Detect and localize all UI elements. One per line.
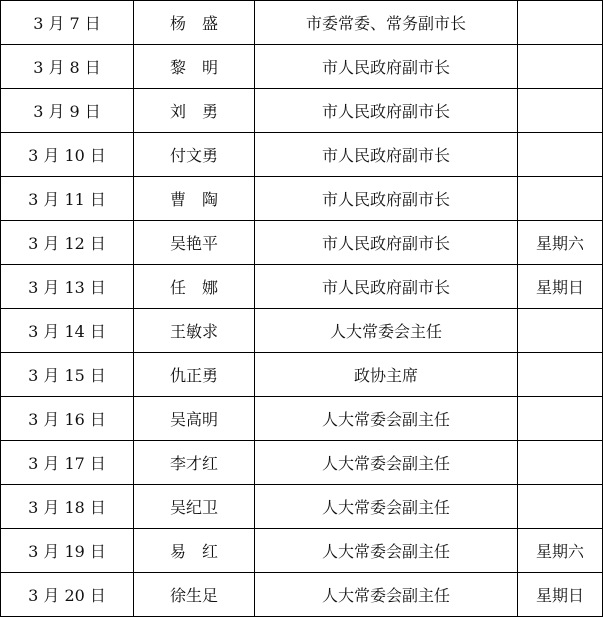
title-cell: 人大常委会副主任	[255, 397, 518, 441]
date-cell: 3 月 18 日	[1, 485, 134, 529]
weekday-cell	[518, 1, 603, 45]
title-cell: 市人民政府副市长	[255, 89, 518, 133]
table-row	[1, 441, 603, 485]
name-cell: 王敏求	[134, 309, 255, 353]
date-cell: 3 月 20 日	[1, 573, 134, 617]
weekday-cell	[518, 353, 603, 397]
date-cell: 3 月 10 日	[1, 133, 134, 177]
title-cell: 市委常委、常务副市长	[255, 1, 518, 45]
title-cell: 政协主席	[255, 353, 518, 397]
name-cell: 徐生足	[134, 573, 255, 617]
table-row	[1, 133, 603, 177]
name-cell: 黎 明	[134, 45, 255, 89]
date-cell: 3 月 13 日	[1, 265, 134, 309]
name-cell: 杨 盛	[134, 1, 255, 45]
weekday-cell: 星期六	[518, 529, 603, 573]
weekday-cell	[518, 177, 603, 221]
weekday-cell	[518, 441, 603, 485]
table-row	[1, 529, 603, 573]
name-cell: 易 红	[134, 529, 255, 573]
table-row	[1, 265, 603, 309]
table-row	[1, 397, 603, 441]
name-cell: 吴艳平	[134, 221, 255, 265]
name-cell: 任 娜	[134, 265, 255, 309]
table-row	[1, 89, 603, 133]
name-cell: 吴纪卫	[134, 485, 255, 529]
date-cell: 3 月 9 日	[1, 89, 134, 133]
name-cell: 付文勇	[134, 133, 255, 177]
title-cell: 市人民政府副市长	[255, 177, 518, 221]
name-cell: 刘 勇	[134, 89, 255, 133]
table-row	[1, 309, 603, 353]
title-cell: 人大常委会主任	[255, 309, 518, 353]
table-row	[1, 353, 603, 397]
title-cell: 人大常委会副主任	[255, 573, 518, 617]
date-cell: 3 月 14 日	[1, 309, 134, 353]
weekday-cell	[518, 45, 603, 89]
date-cell: 3 月 7 日	[1, 1, 134, 45]
table-row	[1, 573, 603, 617]
title-cell: 人大常委会副主任	[255, 529, 518, 573]
weekday-cell	[518, 397, 603, 441]
title-cell: 市人民政府副市长	[255, 45, 518, 89]
date-cell: 3 月 16 日	[1, 397, 134, 441]
name-cell: 曹 陶	[134, 177, 255, 221]
date-cell: 3 月 11 日	[1, 177, 134, 221]
table-row	[1, 177, 603, 221]
title-cell: 市人民政府副市长	[255, 265, 518, 309]
date-cell: 3 月 12 日	[1, 221, 134, 265]
title-cell: 市人民政府副市长	[255, 221, 518, 265]
weekday-cell: 星期日	[518, 573, 603, 617]
date-cell: 3 月 19 日	[1, 529, 134, 573]
date-cell: 3 月 15 日	[1, 353, 134, 397]
weekday-cell: 星期日	[518, 265, 603, 309]
table-row	[1, 1, 603, 45]
weekday-cell	[518, 485, 603, 529]
weekday-cell: 星期六	[518, 221, 603, 265]
table-row	[1, 485, 603, 529]
date-cell: 3 月 8 日	[1, 45, 134, 89]
weekday-cell	[518, 309, 603, 353]
name-cell: 李才红	[134, 441, 255, 485]
table-row	[1, 45, 603, 89]
title-cell: 人大常委会副主任	[255, 485, 518, 529]
name-cell: 吴高明	[134, 397, 255, 441]
date-cell: 3 月 17 日	[1, 441, 134, 485]
table-row	[1, 221, 603, 265]
name-cell: 仇正勇	[134, 353, 255, 397]
weekday-cell	[518, 133, 603, 177]
title-cell: 市人民政府副市长	[255, 133, 518, 177]
weekday-cell	[518, 89, 603, 133]
title-cell: 人大常委会副主任	[255, 441, 518, 485]
